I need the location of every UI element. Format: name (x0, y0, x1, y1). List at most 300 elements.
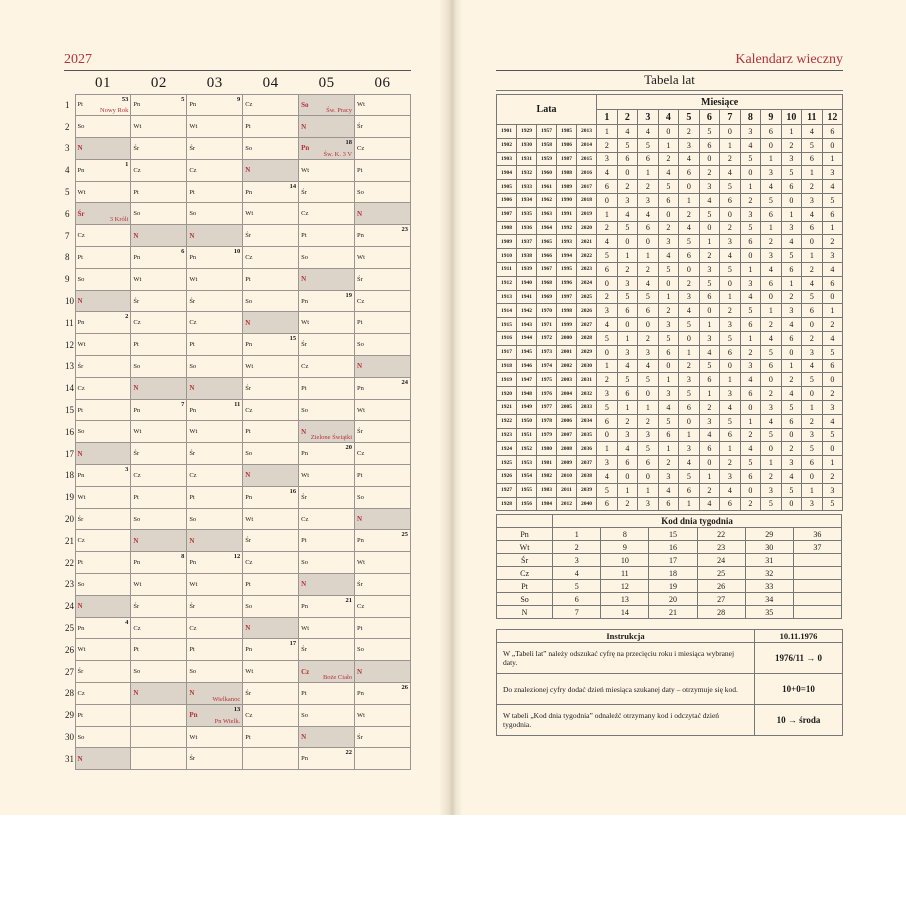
day-of-month: 16 (65, 426, 74, 437)
year-cell: 1968 (537, 276, 557, 290)
weekday-abbr: So (357, 646, 364, 654)
day-of-month: 28 (65, 688, 74, 699)
month-code-cell: 2 (658, 304, 679, 318)
week-number: 23 (401, 226, 408, 234)
month-code-cell: 4 (802, 125, 823, 139)
month-code-cell: 1 (781, 276, 802, 290)
calendar-row (64, 661, 411, 683)
month-code-cell: 1 (658, 138, 679, 152)
month-code-cell: 5 (617, 290, 638, 304)
weekday-abbr: Wt (189, 733, 198, 741)
holiday-label: Nowy Rok (100, 107, 129, 115)
year-cell: 1956 (517, 497, 537, 511)
month-code-cell: 3 (761, 166, 782, 180)
calendar-cell (355, 203, 411, 225)
month-code-cell: 2 (617, 180, 638, 194)
weekday-abbr: Pt (357, 624, 363, 632)
month-code-cell: 1 (740, 262, 761, 276)
calendar-cell (299, 726, 355, 748)
calendar-cell (75, 247, 131, 269)
month-code-cell: 1 (679, 428, 700, 442)
calendar-cell (131, 508, 187, 530)
weekday-abbr: Pn (245, 646, 253, 654)
calendar-row (64, 290, 411, 312)
year-cell: 1958 (537, 138, 557, 152)
calendar-row (64, 508, 411, 530)
day-of-month: 3 (65, 143, 70, 154)
month-code-cell: 6 (740, 235, 761, 249)
weekday-abbr: So (77, 733, 85, 741)
year-cell: 1923 (497, 428, 517, 442)
month-code-cell: 4 (597, 166, 618, 180)
year-cell: 1952 (517, 442, 537, 456)
calendar-cell (187, 574, 243, 596)
month-code-cell: 5 (822, 193, 843, 207)
month-code-cell: 0 (638, 318, 659, 332)
calendar-cell (243, 159, 299, 181)
day-of-month: 17 (65, 448, 74, 459)
month-code-cell: 3 (740, 207, 761, 221)
weekday-abbr: Pn (357, 689, 364, 697)
year-cell: 1966 (537, 249, 557, 263)
year-cell: 1937 (517, 235, 537, 249)
month-code-cell: 5 (720, 414, 741, 428)
year-cell: 1998 (557, 304, 577, 318)
week-number: 2 (125, 313, 129, 321)
month-code-cell: 4 (761, 262, 782, 276)
year-cell: 1994 (557, 249, 577, 263)
year-cell: 1914 (497, 304, 517, 318)
day-of-month: 12 (65, 339, 74, 350)
year-cell: 2002 (557, 359, 577, 373)
day-of-month: 11 (65, 317, 74, 328)
month-code-cell: 4 (761, 331, 782, 345)
year-cell: 1992 (557, 221, 577, 235)
month-code-cell: 3 (822, 166, 843, 180)
month-code-cell: 3 (802, 497, 823, 511)
month-code-cell: 6 (679, 400, 700, 414)
weekday-abbr: Wt (77, 493, 86, 501)
weekday-abbr: Cz (189, 166, 197, 174)
calendar-cell (131, 748, 187, 770)
month-code-cell: 1 (781, 125, 802, 139)
month-code-cell: 6 (679, 249, 700, 263)
year-cell: 1945 (517, 345, 537, 359)
calendar-cell (187, 639, 243, 661)
month-code-cell: 0 (781, 428, 802, 442)
years-row (497, 400, 843, 414)
calendar-cell (187, 356, 243, 378)
calendar-cell (243, 639, 299, 661)
weekday-abbr: Pn (77, 319, 85, 327)
calendar-cell (187, 465, 243, 487)
calendar-cell (187, 552, 243, 574)
month-code-cell: 5 (822, 497, 843, 511)
weekday-abbr: N (133, 231, 139, 240)
calendar-cell (299, 94, 355, 116)
week-number: 14 (289, 182, 297, 190)
calendar-cell (355, 268, 411, 290)
calendar-cell (299, 465, 355, 487)
holiday-label: Św. K. 3 V (323, 150, 353, 158)
day-code-cell: 30 (745, 541, 793, 554)
weekday-abbr: Cz (133, 471, 141, 479)
year-cell: 1969 (537, 290, 557, 304)
calendar-cell (355, 552, 411, 574)
month-code-cell: 2 (617, 262, 638, 276)
month-code-cell: 2 (699, 249, 720, 263)
day-code-cell: 34 (745, 593, 793, 606)
month-code-cell: 4 (658, 249, 679, 263)
month-code-cell: 0 (617, 469, 638, 483)
calendar-cell (187, 595, 243, 617)
weekday-abbr: Cz (189, 319, 197, 327)
calendar-cell (243, 552, 299, 574)
weekday-abbr: So (245, 297, 253, 305)
year-cell: 1940 (517, 276, 537, 290)
month-code-cell: 6 (761, 276, 782, 290)
year-cell: 1953 (517, 456, 537, 470)
calendar-cell (299, 247, 355, 269)
years-table-title: Tabela lat (496, 71, 843, 91)
month-code-cell: 0 (781, 193, 802, 207)
day-name: Pn (497, 528, 553, 541)
day-code-cell: 9 (601, 541, 649, 554)
week-number: 10 (233, 248, 241, 256)
holiday-label: Pn Wielk. (214, 717, 241, 725)
month-code-cell: 3 (699, 262, 720, 276)
calendar-cell (75, 268, 131, 290)
weekday-abbr: So (357, 493, 364, 501)
instruction-text: W „Tabeli lat” należy odszukać cyfrę na przecięciu roku i miesiąca wybranej daty. (497, 643, 755, 674)
week-number: 1 (125, 160, 129, 168)
month-code-cell: 4 (679, 152, 700, 166)
calendar-row (64, 443, 411, 465)
year-cell: 1964 (537, 221, 557, 235)
month-code-cell: 3 (822, 483, 843, 497)
month-code-cell: 4 (802, 207, 823, 221)
day-code-cell: 19 (649, 580, 697, 593)
month-code-cell: 0 (802, 469, 823, 483)
years-row (497, 235, 843, 249)
weekday-abbr: N (301, 580, 307, 589)
weekday-abbr: N (357, 209, 363, 218)
year-cell: 1995 (557, 262, 577, 276)
instruction-result: 10+0=10 (755, 674, 843, 705)
calendar-cell (243, 443, 299, 465)
month-number: 11 (802, 110, 823, 125)
weekday-abbr: N (245, 318, 251, 327)
calendar-cell (299, 574, 355, 596)
month-code-cell: 4 (699, 428, 720, 442)
weekday-abbr: Cz (133, 624, 141, 632)
year-cell: 1971 (537, 318, 557, 332)
day-code-cell: 20 (649, 593, 697, 606)
day-of-month: 20 (65, 514, 74, 525)
day-of-month: 6 (65, 208, 70, 219)
month-code-cell: 6 (699, 442, 720, 456)
calendar-cell (187, 138, 243, 160)
calendar-cell (243, 617, 299, 639)
weekday-abbr: So (189, 362, 197, 370)
calendar-cell (299, 159, 355, 181)
weekday-abbr: So (133, 362, 141, 370)
year-cell: 2037 (577, 456, 597, 470)
year-cell: 2040 (577, 497, 597, 511)
month-code-cell: 0 (638, 387, 659, 401)
calendar-cell (187, 748, 243, 770)
calendar-cell (243, 704, 299, 726)
weekday-abbr: Pn (357, 537, 364, 545)
month-code-cell: 5 (781, 483, 802, 497)
calendar-cell (299, 748, 355, 770)
calendar-cell (299, 683, 355, 705)
month-code-cell: 3 (679, 138, 700, 152)
calendar-cell (243, 203, 299, 225)
year-cell: 1908 (497, 221, 517, 235)
year-cell: 1988 (557, 166, 577, 180)
weekday-abbr: N (357, 362, 363, 371)
calendar-cell (75, 486, 131, 508)
month-code-cell: 1 (638, 400, 659, 414)
book-gutter (440, 0, 462, 815)
weekday-abbr: Wt (301, 166, 310, 174)
month-code-cell: 0 (802, 387, 823, 401)
year-cell: 2007 (557, 428, 577, 442)
weekday-abbr: So (245, 602, 253, 610)
calendar-cell (355, 225, 411, 247)
day-of-month: 19 (65, 492, 74, 503)
month-code-cell: 2 (679, 125, 700, 139)
month-code-cell: 4 (699, 345, 720, 359)
month-code-cell: 4 (638, 276, 659, 290)
month-code-cell: 5 (720, 331, 741, 345)
day-name: Cz (497, 567, 553, 580)
calendar-cell (299, 399, 355, 421)
weekday-abbr: Pt (133, 646, 139, 654)
calendar-cell (131, 704, 187, 726)
calendar-cell (299, 421, 355, 443)
calendar-cell (299, 508, 355, 530)
day-of-month: 7 (65, 230, 70, 241)
weekday-abbr: Śr (189, 755, 196, 763)
month-code-cell: 1 (761, 152, 782, 166)
month-code-cell: 2 (597, 138, 618, 152)
week-number: 9 (236, 95, 241, 103)
month-code-cell: 5 (699, 207, 720, 221)
calendar-cell (75, 465, 131, 487)
month-code-cell: 6 (761, 359, 782, 373)
calendar-cell (187, 726, 243, 748)
day-code-cell: 14 (601, 606, 649, 619)
month-code-cell: 5 (802, 442, 823, 456)
years-row (497, 373, 843, 387)
weekday-abbr: Pn (189, 711, 198, 720)
weekday-abbr: So (301, 406, 308, 414)
month-code-cell: 2 (617, 497, 638, 511)
calendar-cell (131, 225, 187, 247)
year-cell: 1912 (497, 276, 517, 290)
month-code-cell: 3 (597, 152, 618, 166)
calendar-cell (243, 595, 299, 617)
year-cell: 1962 (537, 193, 557, 207)
calendar-cell (243, 530, 299, 552)
years-row (497, 359, 843, 373)
day-of-month: 22 (65, 557, 74, 568)
calendar-cell (243, 377, 299, 399)
month-code-cell: 6 (740, 318, 761, 332)
weekday-abbr: Cz (189, 471, 197, 479)
month-code-cell: 6 (638, 304, 659, 318)
calendar-row (64, 617, 411, 639)
calendar-cell (75, 116, 131, 138)
month-code-cell: 2 (740, 497, 761, 511)
weekday-abbr: Śr (357, 733, 363, 741)
year-cell: 2019 (577, 207, 597, 221)
day-code-cell: 24 (697, 554, 745, 567)
month-code-cell: 1 (597, 442, 618, 456)
calendar-row (64, 312, 411, 334)
weekday-abbr: So (133, 668, 141, 676)
month-code-cell: 2 (822, 235, 843, 249)
weekday-abbr: Pt (133, 188, 139, 196)
calendar-cell (355, 399, 411, 421)
year-cell: 1974 (537, 359, 557, 373)
calendar-cell (75, 530, 131, 552)
month-code-cell: 6 (740, 469, 761, 483)
month-code-cell: 2 (720, 221, 741, 235)
weekday-abbr: Cz (357, 602, 365, 610)
month-code-cell: 3 (720, 318, 741, 332)
day-of-month: 30 (65, 732, 74, 742)
month-number: 10 (781, 110, 802, 125)
month-code-cell: 6 (699, 290, 720, 304)
month-code-cell: 4 (617, 207, 638, 221)
week-number: 6 (181, 248, 185, 256)
month-code-cell: 3 (822, 249, 843, 263)
month-code-cell: 4 (679, 221, 700, 235)
month-code-cell: 6 (638, 152, 659, 166)
weekday-abbr: Pt (245, 580, 251, 588)
weekday-abbr: Pt (301, 384, 307, 392)
month-code-cell: 5 (617, 138, 638, 152)
month-code-cell: 5 (740, 304, 761, 318)
weekday-abbr: Pt (77, 253, 83, 261)
month-code-cell: 3 (781, 456, 802, 470)
month-code-cell: 6 (781, 414, 802, 428)
month-code-cell: 5 (597, 249, 618, 263)
month-header: 01 (94, 75, 111, 92)
month-code-cell: 1 (617, 331, 638, 345)
month-code-cell: 4 (679, 304, 700, 318)
year-cell: 1959 (537, 152, 557, 166)
month-code-cell: 1 (822, 152, 843, 166)
weekday-abbr: Pn (133, 253, 141, 261)
month-code-cell: 6 (597, 180, 618, 194)
month-code-cell: 2 (658, 152, 679, 166)
month-code-cell: 0 (699, 152, 720, 166)
day-of-month: 2 (65, 121, 70, 132)
calendar-cell (75, 639, 131, 661)
calendar-cell (355, 486, 411, 508)
calendar-cell (243, 225, 299, 247)
month-code-cell: 4 (761, 414, 782, 428)
week-number: 13 (233, 705, 241, 713)
instruction-text: Do znalezionej cyfry dodać dzień miesiąca szukanej daty – otrzymuje się kod. (497, 674, 755, 705)
month-code-cell: 1 (802, 166, 823, 180)
weekday-abbr: Wt (77, 646, 86, 654)
week-number: 22 (345, 749, 353, 757)
weekday-abbr: Śr (357, 275, 363, 283)
calendar-cell (187, 181, 243, 203)
day-of-month: 1 (65, 99, 70, 110)
year-cell: 1977 (537, 400, 557, 414)
calendar-cell (75, 290, 131, 312)
weekday-abbr: Wt (245, 362, 254, 370)
day-code-row (497, 593, 842, 606)
weekday-abbr: Wt (189, 580, 198, 588)
calendar-cell (75, 399, 131, 421)
year-cell: 2025 (577, 290, 597, 304)
calendar-row (64, 247, 411, 269)
month-code-cell: 3 (617, 345, 638, 359)
month-code-cell: 3 (740, 359, 761, 373)
calendar-cell (243, 748, 299, 770)
weekday-abbr: N (245, 166, 251, 175)
month-code-cell: 1 (638, 166, 659, 180)
years-row (497, 469, 843, 483)
weekday-abbr: Pn (245, 188, 253, 196)
year-cell: 1999 (557, 318, 577, 332)
month-code-cell: 0 (679, 414, 700, 428)
month-code-cell: 6 (699, 373, 720, 387)
month-code-cell: 0 (617, 318, 638, 332)
weekday-abbr: Pn (77, 624, 85, 632)
year-cell: 1901 (497, 125, 517, 139)
calendar-row (64, 465, 411, 487)
year-cell: 1997 (557, 290, 577, 304)
lata-header: Lata (497, 95, 597, 125)
week-number: 8 (181, 553, 185, 561)
month-code-cell: 3 (720, 469, 741, 483)
day-code-cell: 12 (601, 580, 649, 593)
holiday-label: Zielone Świątki (310, 434, 353, 442)
weekday-abbr: Pn (245, 341, 253, 349)
month-code-cell: 5 (761, 193, 782, 207)
month-number: 2 (617, 110, 638, 125)
weekday-abbr: Pt (245, 123, 251, 131)
month-code-cell: 2 (597, 221, 618, 235)
weekday-abbr: Pt (301, 689, 307, 697)
month-code-cell: 0 (597, 276, 618, 290)
weekday-abbr: Pt (77, 406, 83, 414)
calendar-cell (131, 726, 187, 748)
month-code-cell: 4 (597, 235, 618, 249)
year-cell: 1946 (517, 359, 537, 373)
calendar-cell (355, 508, 411, 530)
day-code-title: Kod dnia tygodnia (553, 515, 842, 528)
instruction-table (496, 629, 843, 736)
weekday-abbr: Wt (357, 711, 365, 719)
year-cell: 2029 (577, 345, 597, 359)
month-code-cell: 5 (658, 331, 679, 345)
month-code-cell: 3 (822, 400, 843, 414)
calendar-cell (355, 116, 411, 138)
weekday-abbr: Cz (245, 406, 253, 414)
month-code-cell: 1 (802, 483, 823, 497)
month-code-cell: 0 (597, 345, 618, 359)
weekday-abbr: Pt (357, 166, 363, 174)
